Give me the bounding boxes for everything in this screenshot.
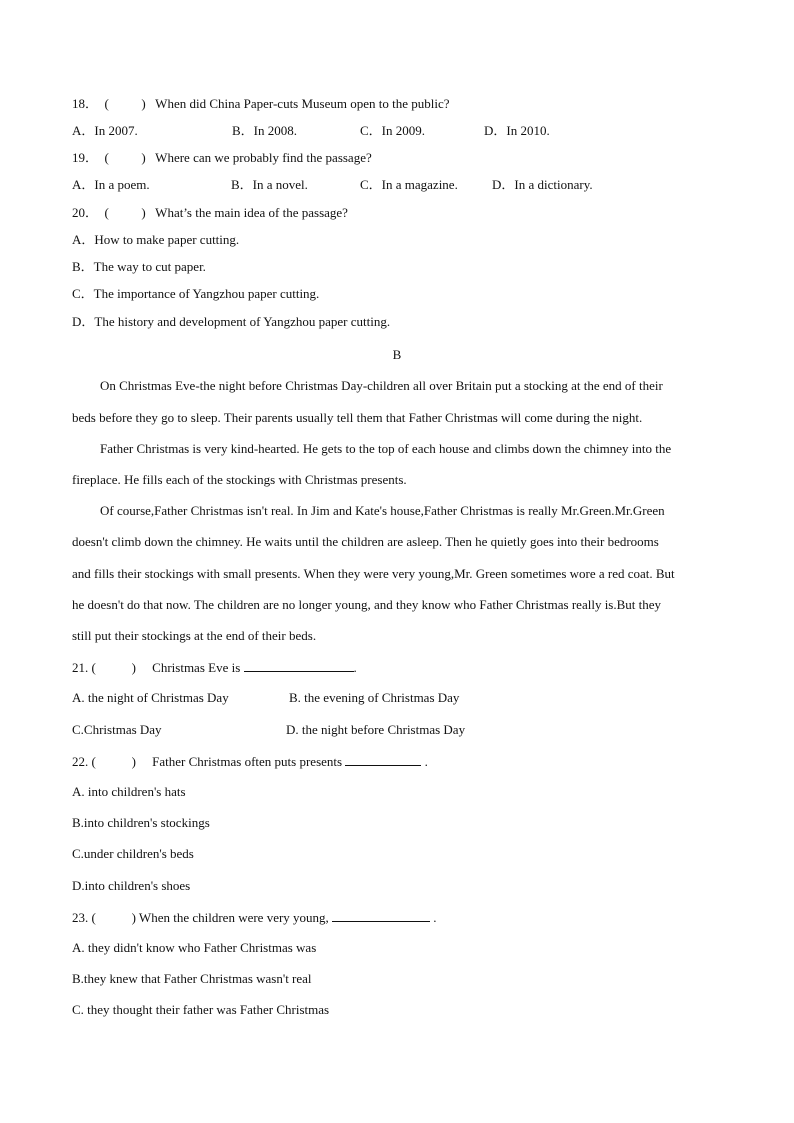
- question-22-option-a: A. into children's hats: [72, 784, 186, 799]
- question-21-stem: [72, 659, 357, 676]
- question-18-stem: 18． ( ) When did China Paper-cuts Museum open to the public?: [72, 96, 450, 111]
- passage-line: still put their stockings at the end of their beds.: [72, 628, 317, 643]
- question-20-option-d: D．The history and development of Yangzhou paper cutting.: [72, 314, 391, 329]
- question-20-option-a: A．How to make paper cutting.: [72, 232, 240, 247]
- question-20-option-b: B．The way to cut paper.: [72, 259, 206, 274]
- answer-blank[interactable]: [332, 909, 430, 922]
- question-19-option-c: C．In a magazine.: [360, 177, 458, 192]
- question-18-option-d: D．In 2010.: [484, 123, 550, 138]
- question-22-text: 22. ( ) Father Christmas often puts presents: [72, 754, 346, 769]
- question-21-option-b: B. the evening of Christmas Day: [289, 690, 460, 705]
- question-19-option-a: A．In a poem.: [72, 177, 150, 192]
- passage-line: he doesn't do that now. The children are no longer young, and they know who Father Christmas really is.But they: [72, 597, 662, 612]
- question-18-option-b: B．In 2008.: [232, 123, 298, 138]
- question-21-option-d: D. the night before Christmas Day: [286, 722, 466, 737]
- question-23-option-c: C. they thought their father was Father Christmas: [72, 1002, 330, 1017]
- passage-line: fireplace. He fills each of the stockings with Christmas presents.: [72, 472, 407, 487]
- question-18-option-a: A．In 2007.: [72, 123, 138, 138]
- answer-blank[interactable]: [345, 753, 421, 766]
- question-23-stem: [72, 909, 437, 926]
- question-21-option-a: A. the night of Christmas Day: [72, 690, 229, 705]
- question-19-option-d: D．In a dictionary.: [492, 177, 593, 192]
- question-22-end: .: [421, 754, 428, 769]
- passage-line: Of course,Father Christmas isn't real. In Jim and Kate's house,Father Christmas is really Mr.Green.Mr.Green: [100, 503, 665, 518]
- passage-line: Father Christmas is very kind-hearted. He gets to the top of each house and climbs down the chimney into the: [100, 441, 672, 456]
- question-20-stem: 20． ( ) What’s the main idea of the passage?: [72, 205, 348, 220]
- passage-line: On Christmas Eve-the night before Christmas Day-children all over Britain put a stocking at the end of their: [100, 378, 663, 393]
- question-22-option-c: C.under children's beds: [72, 846, 194, 861]
- question-18-option-c: C．In 2009.: [360, 123, 426, 138]
- question-23-option-a: A. they didn't know who Father Christmas was: [72, 940, 317, 955]
- question-21-text: 21. ( ) Christmas Eve is: [72, 660, 244, 675]
- section-b-heading: B: [392, 347, 402, 362]
- question-19-stem: 19． ( ) Where can we probably find the passage?: [72, 150, 372, 165]
- question-22-option-d: D.into children's shoes: [72, 878, 191, 893]
- question-21-end: .: [353, 660, 357, 675]
- question-23-option-b: B.they knew that Father Christmas wasn't real: [72, 971, 312, 986]
- passage-line: doesn't climb down the chimney. He waits until the children are asleep. Then he quietly goes into their bedrooms: [72, 534, 659, 549]
- passage-line: and fills their stockings with small presents. When they were very young,Mr. Green sometimes wore a red coat. But: [72, 566, 675, 581]
- question-19-option-b: B．In a novel.: [231, 177, 308, 192]
- question-22-stem: [72, 753, 428, 770]
- question-23-end: .: [430, 910, 437, 925]
- question-21-option-c: C.Christmas Day: [72, 722, 162, 737]
- passage-line: beds before they go to sleep. Their parents usually tell them that Father Christmas will come during the night.: [72, 410, 643, 425]
- question-23-text: 23. ( ) When the children were very young,: [72, 910, 333, 925]
- answer-blank[interactable]: [244, 659, 354, 672]
- question-20-option-c: C．The importance of Yangzhou paper cutting.: [72, 286, 320, 301]
- question-22-option-b: B.into children's stockings: [72, 815, 210, 830]
